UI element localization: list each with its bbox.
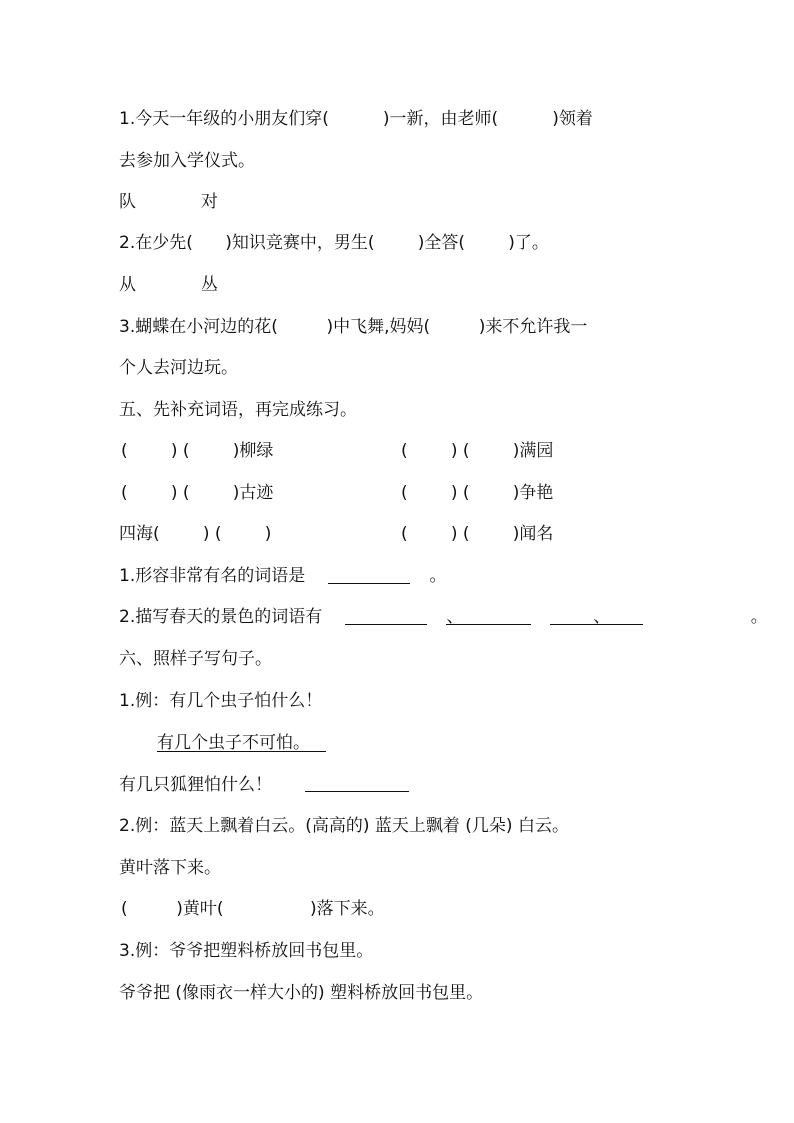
answer-underline — [157, 751, 326, 752]
answer-line — [328, 583, 410, 584]
sec6-question-2: 黄叶落下来。 — [119, 858, 221, 878]
q3-1-options: 队 对 — [119, 192, 218, 212]
q3-3-line-b: 个人去河边玩。 — [119, 358, 238, 378]
sec6-example-3-answer: 爷爷把 (像雨衣一样大小的) 塑料桥放回书包里。 — [119, 983, 484, 1003]
sec5-question-1: 1.形容非常有名的词语是 。 — [119, 566, 447, 586]
section-6-title: 六、照样子写句子。 — [119, 649, 272, 669]
sec6-question-2-fill: ( )黄叶( )落下来。 — [121, 899, 385, 919]
sec5-row1-left: ( ) ( )柳绿 — [121, 441, 274, 461]
q3-1-line-b: 去参加入学仪式。 — [119, 151, 255, 171]
q3-2-options: 从 丛 — [119, 275, 218, 295]
sec5-row2-left: ( ) ( )古迹 — [121, 483, 274, 503]
sec5-question-2: 2.描写春天的景色的词语有 、 、 。 — [119, 607, 768, 627]
answer-line — [345, 624, 427, 625]
sec6-question-1: 有几只狐狸怕什么！ — [119, 775, 272, 795]
q3-3-line-a: 3.蝴蝶在小河边的花( )中飞舞,妈妈( )来不允许我一 — [119, 317, 588, 337]
q3-2-line: 2.在少先( )知识竞赛中，男生( )全答( )了。 — [119, 233, 549, 253]
sec6-example-3: 3.例：爷爷把塑料桥放回书包里。 — [119, 941, 374, 961]
sec5-row2-right: ( ) ( )争艳 — [401, 483, 554, 503]
sec6-example-1-answer: 有几个虫子不可怕。 — [157, 733, 310, 753]
answer-line — [446, 624, 531, 625]
answer-line — [550, 624, 643, 625]
sec6-example-1: 1.例：有几个虫子怕什么！ — [119, 691, 323, 711]
sec5-row3-right: ( ) ( )闻名 — [401, 524, 554, 544]
q3-1-line-a: 1.今天一年级的小朋友们穿( )一新，由老师( )领着 — [119, 109, 593, 129]
sec5-row1-right: ( ) ( )满园 — [401, 441, 554, 461]
sec6-example-2: 2.例：蓝天上飘着白云。(高高的) 蓝天上飘着 (几朵) 白云。 — [119, 816, 569, 836]
answer-line — [305, 791, 409, 792]
section-5-title: 五、先补充词语，再完成练习。 — [119, 400, 357, 420]
sec5-row3-left: 四海( ) ( ) — [119, 524, 272, 544]
